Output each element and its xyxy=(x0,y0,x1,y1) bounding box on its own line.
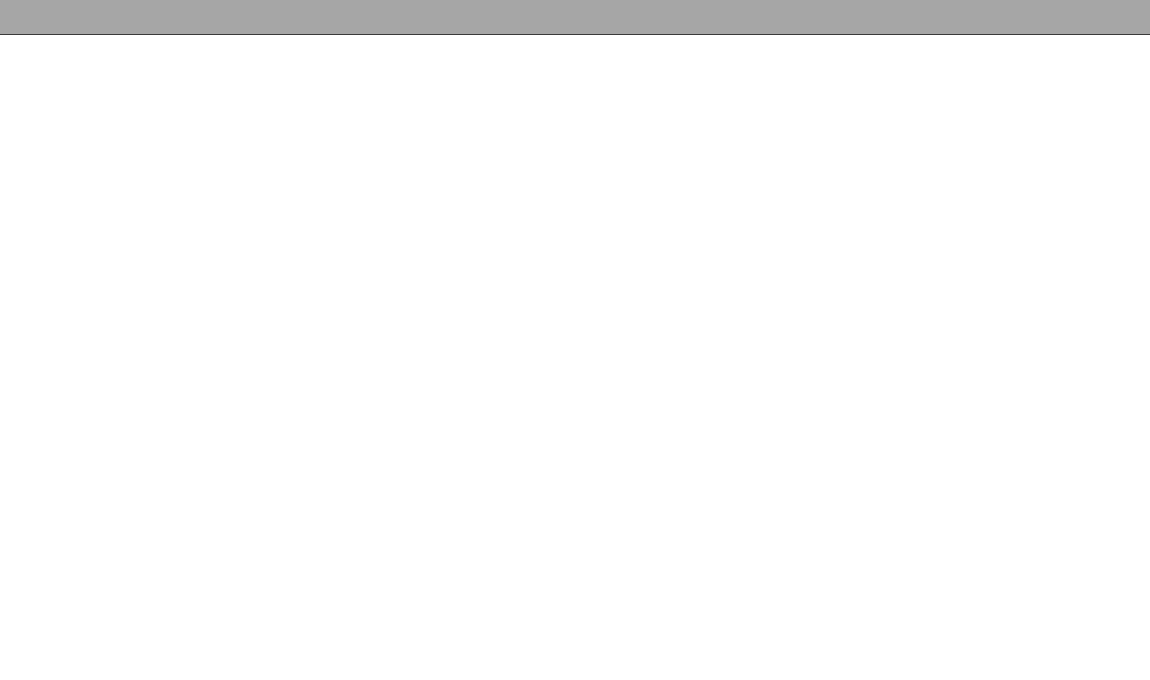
sheet-title xyxy=(0,0,1150,35)
